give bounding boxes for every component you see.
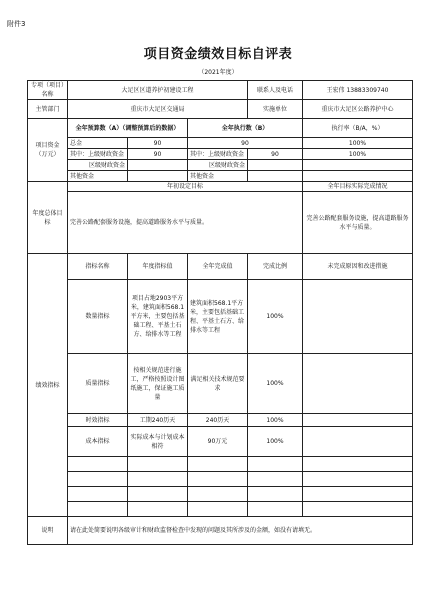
annex-label: 附件3: [7, 20, 26, 28]
perf-header-name: 指标名称: [68, 254, 128, 280]
cost-target: 实际成本与计划成本相符: [128, 427, 188, 457]
quantity-actual: 建筑面积568.1平方米，主要包括基础工程、平基土石方、给排水等工程: [188, 280, 248, 354]
sub-budget: 90: [128, 149, 188, 160]
plan-text: 完善公路配套服务设施，提高道路服务水平与质量。: [68, 192, 303, 254]
time-reason: [303, 414, 413, 427]
note-text: 请在此处简要说明各级审计和财政监督检查中发现的问题及其所涉及的金额，如没有请填无。: [68, 517, 413, 545]
district-label-2: 区级财政资金: [188, 160, 248, 171]
blank-row: [28, 457, 413, 472]
total-label: 总金: [68, 138, 128, 149]
quality-target: 按相关规范进行施工，严格按照设计图纸施工，保证施工质量: [128, 354, 188, 414]
perf-header-reason: 未完成原因和改进措施: [303, 254, 413, 280]
blank-row: [28, 502, 413, 517]
quantity-indicator: 数量指标: [68, 280, 128, 354]
cost-reason: [303, 427, 413, 457]
dept-label: 主管部门: [28, 100, 68, 119]
project-name-label: 专项（项目）名称: [28, 81, 68, 100]
impl-label: 实施单位: [248, 100, 303, 119]
exec-header: 全年执行数（B）: [188, 119, 303, 138]
annual-goal-label: 年度总体目标: [28, 182, 68, 254]
time-indicator: 时效指标: [68, 414, 128, 427]
dept-value: 重庆市大足区交通局: [68, 100, 248, 119]
page-title: 项目资金绩效目标自评表: [143, 47, 293, 62]
cost-actual: 90万元: [188, 427, 248, 457]
blank-row: [28, 472, 413, 487]
budget-header: 全年预算数（A）（调整预算后的数据）: [68, 119, 188, 138]
actual-header: 全年目标实际完成情况: [303, 182, 413, 192]
time-ratio: 100%: [248, 414, 303, 427]
total-exec: 90: [188, 138, 303, 149]
quality-indicator: 质量指标: [68, 354, 128, 414]
evaluation-table: [27, 80, 413, 545]
quality-ratio: 100%: [248, 354, 303, 414]
plan-header: 年初设定目标: [68, 182, 303, 192]
total-budget: 90: [128, 138, 188, 149]
blank-row: [28, 487, 413, 502]
funds-label: 项目资金（万元）: [28, 119, 68, 182]
time-actual: 240历天: [188, 414, 248, 427]
quantity-ratio: 100%: [248, 280, 303, 354]
quantity-target: 项目占地2903平方米，建筑面积568.1平方米，主要包括基础工程、平基土石方、给排水等工程: [128, 280, 188, 354]
actual-text: 完善公路配套服务设施，提高道路服务水平与质量。: [303, 192, 413, 254]
contact-label: 联系人及电话: [248, 81, 303, 100]
perf-header-target: 年度指标值: [128, 254, 188, 280]
perf-header-ratio: 完成比例: [248, 254, 303, 280]
quantity-reason: [303, 280, 413, 354]
sub-label: 其中：上级财政资金: [68, 149, 128, 160]
quality-reason: [303, 354, 413, 414]
other-label: 其他资金: [68, 171, 128, 182]
total-rate: 100%: [303, 138, 413, 149]
perf-header-actual: 全年完成值: [188, 254, 248, 280]
year-label: （2021年度）: [198, 69, 238, 76]
rate-header: 执行率（B/A，%）: [303, 119, 413, 138]
project-name: 大足区区道养护初建设工程: [68, 81, 248, 100]
other-label-2: 其他资金: [188, 171, 248, 182]
note-label: 说明: [28, 517, 68, 545]
cost-ratio: 100%: [248, 427, 303, 457]
quality-actual: 满足相关技术规范要求: [188, 354, 248, 414]
impl-value: 重庆市大足区公路养护中心: [303, 100, 413, 119]
cost-indicator: 成本指标: [68, 427, 128, 457]
perf-label: 绩效指标: [28, 254, 68, 517]
sub-label-2: 其中：上级财政资金: [188, 149, 248, 160]
sub-rate: 100%: [303, 149, 413, 160]
district-label: 区级财政资金: [68, 160, 128, 171]
contact-value: 王宏伟 13883309740: [303, 81, 413, 100]
sub-exec: 90: [248, 149, 303, 160]
time-target: 工期240历天: [128, 414, 188, 427]
